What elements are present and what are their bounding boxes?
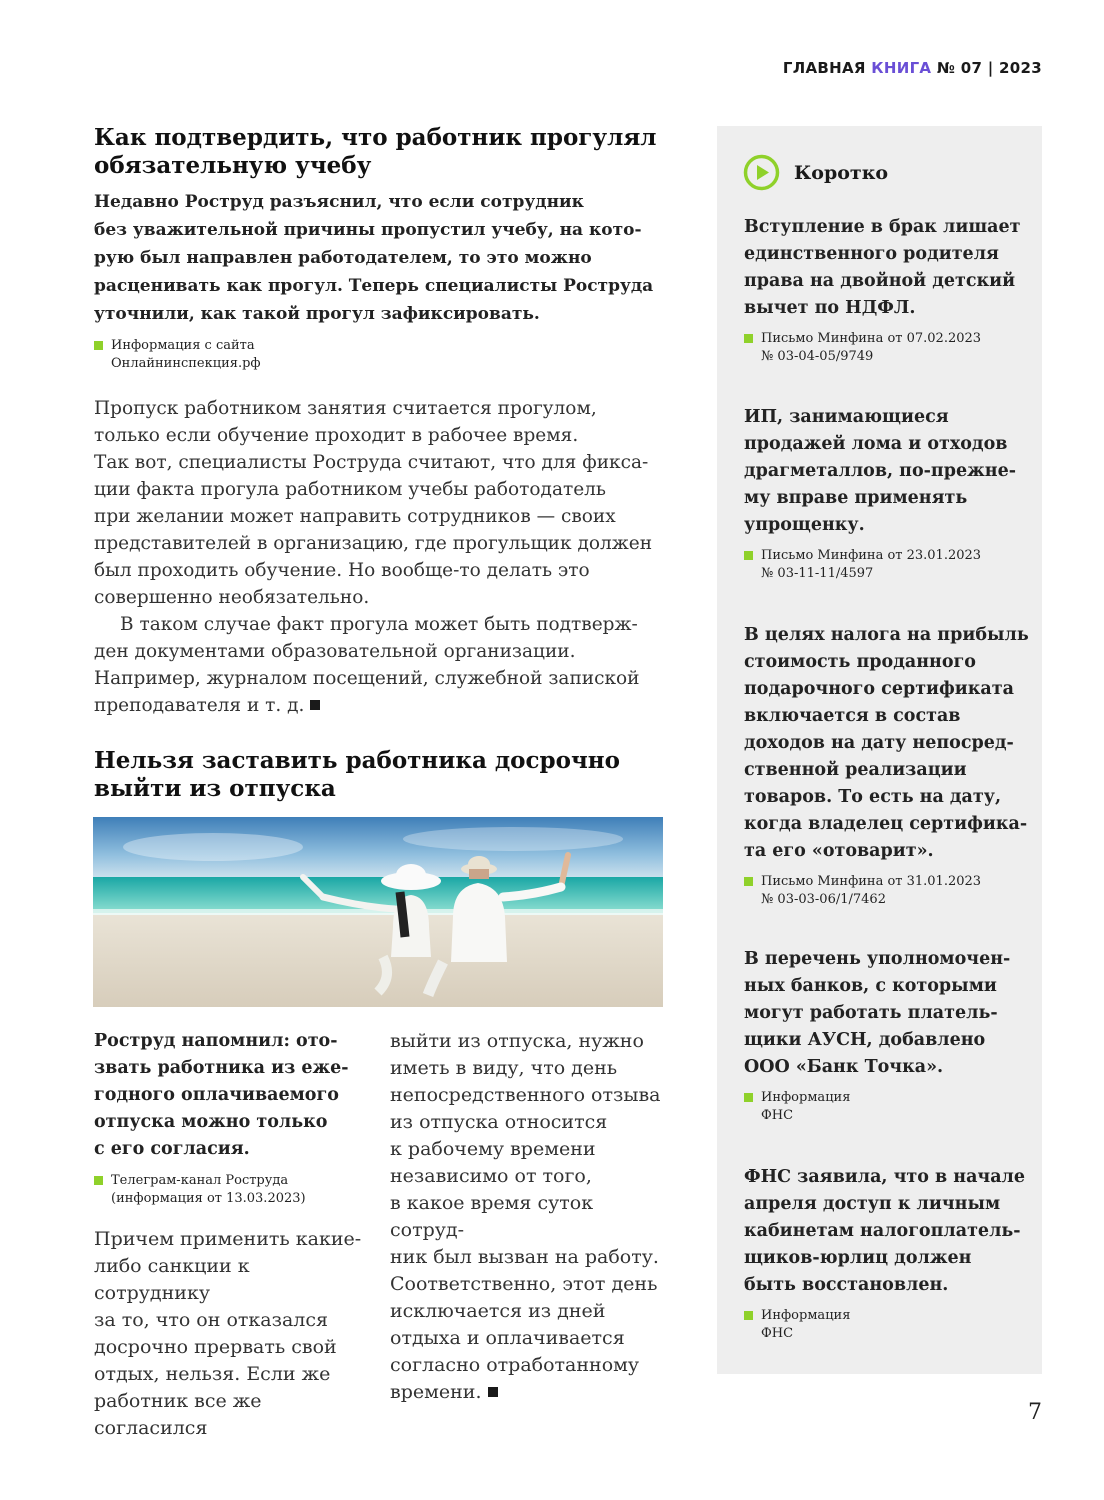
play-icon (743, 154, 780, 191)
article-1-paragraph-1: Пропуск работником занятия считается прогулом, только если обучение проходит в рабочее время. Так вот, специалисты Роструда считают, что для фикса- ции факта прогула работником учебы работодатель при желании может направить сотрудников — своих представителей в организацию, где прогульщик должен был проходить обучение. Но вообще-то делать это совершенно необязательно. (94, 398, 653, 608)
beach-photo (93, 817, 663, 1007)
brief-source: Письмо Минфина от 07.02.2023 № 03-04-05/9749 (744, 330, 1029, 366)
brief-item: В перечень уполномочен- ных банков, с которыми могут работать платель- щики АУСН, добавлено ООО «Банк Точка». Информация ФНС (744, 946, 1029, 1125)
article-1-body (94, 395, 669, 719)
article-1-paragraph-2: В таком случае факт прогула может быть подтверж- ден документами образовательной организации. Например, журналом посещений, служебной запиской преподавателя и т. д. (94, 614, 640, 716)
brief-source: Письмо Минфина от 23.01.2023 № 03-11-11/4597 (744, 547, 1029, 583)
article-1-title: Как подтвердить, что работник прогулял обязательную учебу (94, 124, 657, 179)
sidebar-header (743, 154, 888, 191)
article-2-source: Телеграм-канал Роструда (информация от 13.03.2023) (94, 1172, 366, 1208)
brief-source: Информация ФНС (744, 1307, 1029, 1343)
brief-item: Вступление в брак лишает единственного родителя права на двойной детский вычет по НДФЛ. Письмо Минфина от 07.02.2023 № 03-04-05/9749 (744, 214, 1029, 366)
brief-item: ИП, занимающиеся продажей лома и отходов драгметаллов, по-прежне- му вправе применять упрощенку. Письмо Минфина от 23.01.2023 № 03-11-11/4597 (744, 404, 1029, 583)
masthead-title-accent: КНИГА (871, 59, 932, 77)
beach-illustration (93, 817, 663, 1007)
end-mark-icon (310, 700, 320, 710)
masthead-title: ГЛАВНАЯ (782, 59, 866, 77)
page-number: 7 (1028, 1400, 1042, 1425)
article-2-lead: Роструд напомнил: ото- звать работника из еже- годного оплачиваемого отпуска можно только с его согласия. (94, 1031, 349, 1159)
sidebar-briefs (717, 126, 1042, 1374)
article-1 (94, 124, 669, 719)
article-1-lead: Недавно Роструд разъяснил, что если сотрудник без уважительной причины пропустил учебу, на кото- рую был направлен работодателем, то это можно расценивать как прогул. Теперь специалисты Роструда уточнили, как такой прогул зафиксировать. (94, 192, 654, 324)
masthead (783, 59, 1042, 77)
end-mark-icon (488, 1387, 498, 1397)
brief-source: Письмо Минфина от 31.01.2023 № 03-03-06/1/7462 (744, 873, 1029, 909)
article-2-column-2 (390, 1028, 665, 1406)
article-2-title: Нельзя заставить работника досрочно выйти из отпуска (94, 747, 620, 802)
brief-item: В целях налога на прибыль стоимость проданного подарочного сертификата включается в состав доходов на дату непосред- ственной реализации товаров. То есть на дату, когда владелец сертифика- та его «отоварит». Письмо Минфина от 31.01.2023 № 03-03-06/1/7462 (744, 625, 1029, 907)
article-2-body-col2: выйти из отпуска, нужно иметь в виду, что день непосредственного отзыва из отпуска относится к рабочему времени независимо от того, в какое время суток сотруд- ник был вызван на работу. Соответственно, этот день исключается из дней отдыха и оплачивается согласно отработанному времени. (390, 1030, 661, 1403)
article-2-column-1 (94, 1028, 366, 1442)
sidebar-title: Коротко (794, 161, 889, 184)
brief-source: Информация ФНС (744, 1089, 1029, 1125)
article-1-source: Информация с сайта Онлайнинспекция.рф (94, 337, 669, 373)
article-2-body-col1: Причем применить какие- либо санкции к сотруднику за то, что он отказался досрочно прервать свой отдых, нельзя. Если же работник все же согласился (94, 1228, 362, 1439)
masthead-issue: № 07 | 2023 (936, 59, 1042, 77)
article-2 (94, 747, 669, 803)
brief-item: ФНС заявила, что в начале апреля доступ к личным кабинетам налогоплатель- щиков-юрлиц должен быть восстановлен. Информация ФНС (744, 1164, 1029, 1343)
